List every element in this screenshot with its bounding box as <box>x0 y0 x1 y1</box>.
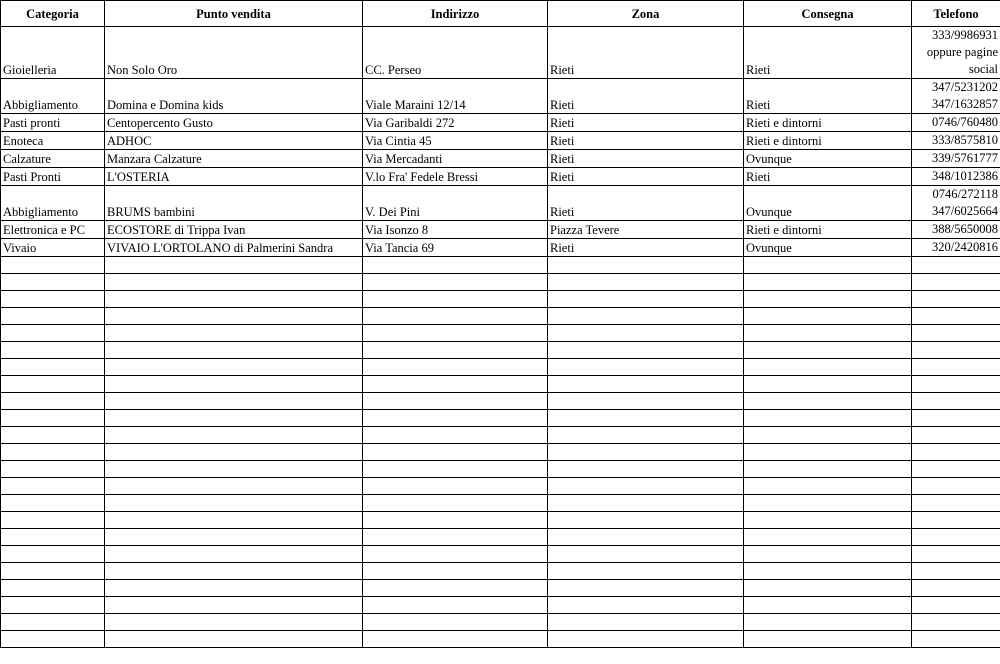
empty-cell <box>548 376 744 393</box>
empty-row <box>1 597 1000 614</box>
empty-cell <box>744 291 912 308</box>
cell-consegna: Rieti <box>744 79 912 114</box>
cell-consegna: Rieti <box>744 168 912 186</box>
header-zona: Zona <box>548 1 744 27</box>
empty-cell <box>1 563 105 580</box>
empty-cell <box>548 274 744 291</box>
phone-line: 333/8575810 <box>932 133 998 147</box>
cell-categoria: Abbigliamento <box>1 79 105 114</box>
empty-row <box>1 580 1000 597</box>
table-row <box>1 150 1000 168</box>
empty-cell <box>1 427 105 444</box>
empty-cell <box>548 495 744 512</box>
empty-row <box>1 427 1000 444</box>
cell-consegna: Ovunque <box>744 186 912 221</box>
phone-line: oppure pagine <box>926 45 998 59</box>
empty-cell <box>105 444 363 461</box>
empty-cell <box>912 495 1000 512</box>
table-row <box>1 27 1000 79</box>
header-consegna: Consegna <box>744 1 912 27</box>
cell-zona: Rieti <box>548 239 744 257</box>
empty-row <box>1 529 1000 546</box>
empty-cell <box>105 393 363 410</box>
table-row <box>1 114 1000 132</box>
empty-cell <box>744 495 912 512</box>
cell-consegna: Rieti e dintorni <box>744 132 912 150</box>
cell-categoria: Gioielleria <box>1 27 105 79</box>
empty-cell <box>1 410 105 427</box>
cell-categoria: Calzature <box>1 150 105 168</box>
empty-cell <box>363 495 548 512</box>
header-indirizzo: Indirizzo <box>363 1 548 27</box>
empty-cell <box>744 461 912 478</box>
phone-line: 347/1632857 <box>932 97 998 111</box>
cell-punto-vendita: VIVAIO L'ORTOLANO di Palmerini Sandra <box>105 239 363 257</box>
cell-zona: Rieti <box>548 27 744 79</box>
empty-cell <box>105 614 363 631</box>
empty-cell <box>1 495 105 512</box>
header-telefono: Telefono <box>912 1 1000 27</box>
empty-cell <box>548 614 744 631</box>
table-row <box>1 132 1000 150</box>
cell-categoria: Enoteca <box>1 132 105 150</box>
table-row <box>1 221 1000 239</box>
cell-telefono <box>912 132 1000 150</box>
empty-cell <box>744 478 912 495</box>
empty-cell <box>744 410 912 427</box>
cell-categoria: Pasti pronti <box>1 114 105 132</box>
phone-line: social <box>968 62 998 76</box>
empty-cell <box>744 325 912 342</box>
empty-cell <box>1 529 105 546</box>
empty-cell <box>912 512 1000 529</box>
empty-cell <box>105 427 363 444</box>
empty-cell <box>912 546 1000 563</box>
empty-cell <box>363 359 548 376</box>
empty-cell <box>912 410 1000 427</box>
phone-line: 388/5650008 <box>932 222 998 236</box>
cell-zona: Rieti <box>548 79 744 114</box>
empty-cell <box>912 308 1000 325</box>
empty-cell <box>363 614 548 631</box>
cell-indirizzo: Via Garibaldi 272 <box>363 114 548 132</box>
empty-cell <box>105 597 363 614</box>
table-body <box>1 27 1000 648</box>
empty-row <box>1 376 1000 393</box>
empty-cell <box>548 512 744 529</box>
empty-cell <box>744 427 912 444</box>
empty-row <box>1 461 1000 478</box>
empty-cell <box>548 631 744 648</box>
empty-cell <box>912 342 1000 359</box>
empty-cell <box>912 444 1000 461</box>
empty-cell <box>105 529 363 546</box>
cell-zona: Rieti <box>548 150 744 168</box>
empty-cell <box>105 359 363 376</box>
empty-cell <box>105 410 363 427</box>
empty-cell <box>1 444 105 461</box>
empty-row <box>1 257 1000 274</box>
empty-cell <box>912 376 1000 393</box>
cell-telefono <box>912 221 1000 239</box>
empty-cell <box>105 495 363 512</box>
empty-cell <box>363 342 548 359</box>
empty-row <box>1 495 1000 512</box>
empty-cell <box>912 325 1000 342</box>
cell-zona: Piazza Tevere <box>548 221 744 239</box>
empty-cell <box>548 393 744 410</box>
cell-zona: Rieti <box>548 186 744 221</box>
cell-consegna: Rieti <box>744 27 912 79</box>
empty-row <box>1 393 1000 410</box>
empty-cell <box>548 410 744 427</box>
empty-cell <box>105 376 363 393</box>
empty-row <box>1 359 1000 376</box>
cell-consegna: Rieti e dintorni <box>744 221 912 239</box>
empty-cell <box>105 580 363 597</box>
empty-row <box>1 478 1000 495</box>
empty-cell <box>912 478 1000 495</box>
empty-cell <box>548 257 744 274</box>
empty-cell <box>105 478 363 495</box>
empty-cell <box>105 563 363 580</box>
empty-cell <box>744 529 912 546</box>
empty-cell <box>548 461 744 478</box>
empty-row <box>1 631 1000 648</box>
empty-cell <box>912 563 1000 580</box>
empty-cell <box>1 308 105 325</box>
empty-cell <box>912 580 1000 597</box>
table-row <box>1 79 1000 114</box>
empty-cell <box>744 274 912 291</box>
cell-indirizzo: CC. Perseo <box>363 27 548 79</box>
empty-row <box>1 342 1000 359</box>
cell-indirizzo: V. Dei Pini <box>363 186 548 221</box>
empty-cell <box>105 631 363 648</box>
empty-cell <box>912 359 1000 376</box>
empty-cell <box>363 512 548 529</box>
empty-row <box>1 614 1000 631</box>
empty-cell <box>548 325 744 342</box>
cell-punto-vendita: Domina e Domina kids <box>105 79 363 114</box>
cell-punto-vendita: Centopercento Gusto <box>105 114 363 132</box>
empty-row <box>1 410 1000 427</box>
phone-line: 0746/272118 <box>932 187 998 201</box>
phone-line: 339/5761777 <box>932 151 998 165</box>
empty-cell <box>548 478 744 495</box>
cell-zona: Rieti <box>548 132 744 150</box>
empty-cell <box>1 597 105 614</box>
empty-cell <box>744 563 912 580</box>
phone-line: 0746/760480 <box>932 115 998 129</box>
empty-cell <box>363 410 548 427</box>
empty-cell <box>548 359 744 376</box>
cell-telefono <box>912 239 1000 257</box>
cell-zona: Rieti <box>548 114 744 132</box>
empty-cell <box>105 546 363 563</box>
cell-categoria: Elettronica e PC <box>1 221 105 239</box>
cell-indirizzo: Viale Maraini 12/14 <box>363 79 548 114</box>
cell-indirizzo: Via Isonzo 8 <box>363 221 548 239</box>
table-row <box>1 186 1000 221</box>
phone-line: 347/5231202 <box>932 80 998 94</box>
empty-cell <box>744 444 912 461</box>
empty-cell <box>363 325 548 342</box>
empty-cell <box>548 427 744 444</box>
empty-cell <box>363 376 548 393</box>
empty-cell <box>912 461 1000 478</box>
empty-cell <box>1 580 105 597</box>
empty-cell <box>1 342 105 359</box>
cell-telefono <box>912 114 1000 132</box>
empty-cell <box>1 274 105 291</box>
empty-cell <box>1 393 105 410</box>
empty-cell <box>105 274 363 291</box>
empty-cell <box>744 512 912 529</box>
empty-cell <box>363 631 548 648</box>
empty-cell <box>548 529 744 546</box>
cell-consegna: Ovunque <box>744 239 912 257</box>
cell-punto-vendita: L'OSTERIA <box>105 168 363 186</box>
empty-cell <box>105 342 363 359</box>
empty-cell <box>744 580 912 597</box>
empty-cell <box>363 597 548 614</box>
table-row <box>1 168 1000 186</box>
phone-line: 320/2420816 <box>932 240 998 254</box>
empty-cell <box>548 444 744 461</box>
empty-cell <box>744 597 912 614</box>
empty-cell <box>363 427 548 444</box>
empty-cell <box>363 546 548 563</box>
empty-cell <box>744 614 912 631</box>
empty-cell <box>1 512 105 529</box>
empty-cell <box>548 291 744 308</box>
cell-categoria: Abbigliamento <box>1 186 105 221</box>
cell-punto-vendita: Non Solo Oro <box>105 27 363 79</box>
empty-cell <box>912 631 1000 648</box>
empty-cell <box>912 614 1000 631</box>
table-row <box>1 239 1000 257</box>
empty-row <box>1 325 1000 342</box>
header-categoria: Categoria <box>1 1 105 27</box>
cell-punto-vendita: ADHOC <box>105 132 363 150</box>
empty-row <box>1 563 1000 580</box>
empty-cell <box>363 291 548 308</box>
empty-cell <box>548 597 744 614</box>
cell-telefono <box>912 79 1000 114</box>
cell-indirizzo: Via Cintia 45 <box>363 132 548 150</box>
empty-cell <box>105 461 363 478</box>
cell-indirizzo: V.lo Fra' Fedele Bressi <box>363 168 548 186</box>
empty-cell <box>1 478 105 495</box>
empty-cell <box>363 478 548 495</box>
cell-categoria: Vivaio <box>1 239 105 257</box>
empty-cell <box>912 529 1000 546</box>
header-punto-vendita: Punto vendita <box>105 1 363 27</box>
empty-cell <box>363 308 548 325</box>
empty-cell <box>744 308 912 325</box>
empty-cell <box>548 580 744 597</box>
empty-cell <box>548 308 744 325</box>
empty-row <box>1 546 1000 563</box>
empty-cell <box>912 291 1000 308</box>
empty-cell <box>912 427 1000 444</box>
empty-cell <box>1 546 105 563</box>
empty-row <box>1 512 1000 529</box>
empty-cell <box>548 563 744 580</box>
empty-cell <box>105 325 363 342</box>
empty-cell <box>1 257 105 274</box>
empty-row <box>1 274 1000 291</box>
cell-telefono <box>912 150 1000 168</box>
cell-telefono <box>912 27 1000 79</box>
empty-cell <box>1 614 105 631</box>
cell-indirizzo: Via Tancia 69 <box>363 239 548 257</box>
empty-cell <box>548 546 744 563</box>
empty-cell <box>363 529 548 546</box>
empty-cell <box>105 291 363 308</box>
empty-cell <box>1 461 105 478</box>
empty-cell <box>744 393 912 410</box>
cell-categoria: Pasti Pronti <box>1 168 105 186</box>
empty-cell <box>744 342 912 359</box>
phone-line: 333/9986931 <box>932 28 998 42</box>
cell-zona: Rieti <box>548 168 744 186</box>
cell-telefono <box>912 186 1000 221</box>
empty-cell <box>912 597 1000 614</box>
empty-cell <box>744 257 912 274</box>
phone-line: 348/1012386 <box>932 169 998 183</box>
empty-row <box>1 308 1000 325</box>
empty-cell <box>744 546 912 563</box>
empty-cell <box>744 376 912 393</box>
cell-punto-vendita: ECOSTORE di Trippa Ivan <box>105 221 363 239</box>
empty-cell <box>912 393 1000 410</box>
cell-telefono <box>912 168 1000 186</box>
empty-cell <box>912 274 1000 291</box>
empty-cell <box>363 274 548 291</box>
empty-cell <box>744 631 912 648</box>
empty-cell <box>548 342 744 359</box>
empty-cell <box>363 444 548 461</box>
empty-cell <box>363 580 548 597</box>
empty-cell <box>1 325 105 342</box>
empty-cell <box>363 461 548 478</box>
cell-consegna: Ovunque <box>744 150 912 168</box>
empty-cell <box>105 512 363 529</box>
empty-cell <box>912 257 1000 274</box>
empty-cell <box>1 631 105 648</box>
empty-row <box>1 444 1000 461</box>
empty-cell <box>105 257 363 274</box>
empty-cell <box>744 359 912 376</box>
empty-row <box>1 291 1000 308</box>
cell-punto-vendita: Manzara Calzature <box>105 150 363 168</box>
phone-line: 347/6025664 <box>932 204 998 218</box>
empty-cell <box>105 308 363 325</box>
empty-cell <box>363 563 548 580</box>
empty-cell <box>363 257 548 274</box>
cell-consegna: Rieti e dintorni <box>744 114 912 132</box>
empty-cell <box>1 291 105 308</box>
header-row <box>1 1 1000 27</box>
empty-cell <box>1 359 105 376</box>
empty-cell <box>363 393 548 410</box>
cell-punto-vendita: BRUMS bambini <box>105 186 363 221</box>
cell-indirizzo: Via Mercadanti <box>363 150 548 168</box>
empty-cell <box>1 376 105 393</box>
